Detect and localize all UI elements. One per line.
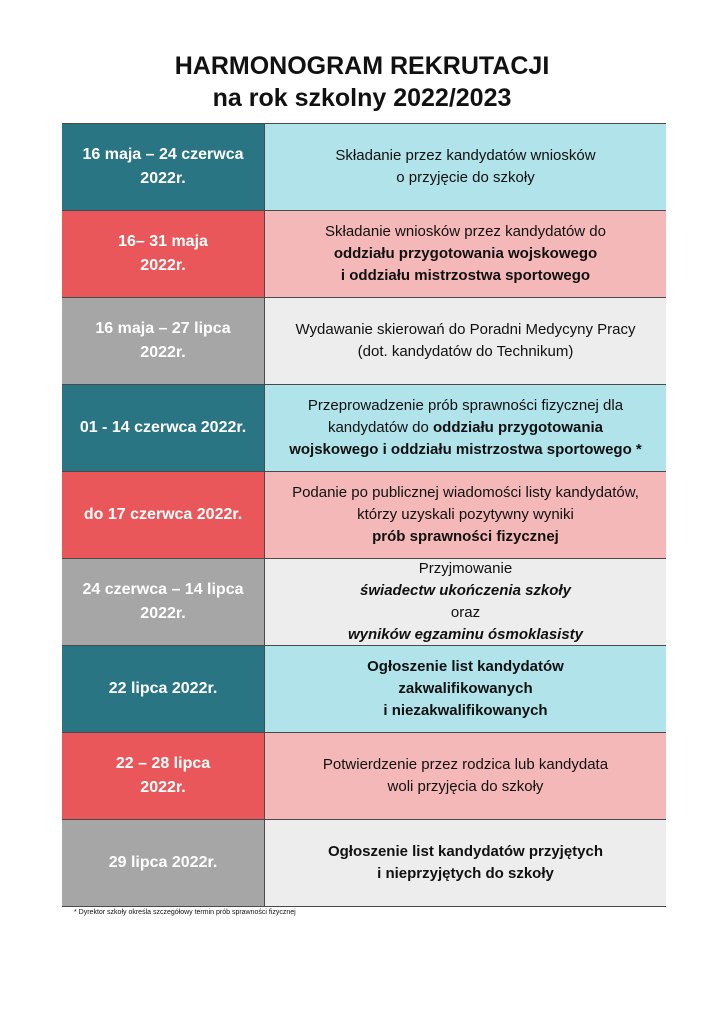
description-text: prób sprawności fizycznej <box>372 528 559 545</box>
description-line <box>348 558 583 580</box>
description-text: wojskowego i oddziału mistrzostwa sportowego * <box>289 441 642 458</box>
description-line <box>328 863 603 885</box>
description-line <box>295 341 635 363</box>
row-description <box>265 820 666 906</box>
description-text: Przeprowadzenie prób sprawności fizycznej dla <box>307 397 624 414</box>
description-line <box>367 700 564 722</box>
description-line <box>289 439 642 461</box>
schedule-table <box>62 123 666 907</box>
row-date: 22 lipca 2022r. <box>62 646 265 732</box>
description-text: kandydatów do <box>327 419 434 436</box>
description-line <box>348 580 583 602</box>
description-line <box>295 319 635 341</box>
description-line <box>292 526 639 548</box>
description-line <box>335 167 595 189</box>
description-line <box>292 482 639 504</box>
description-text: Potwierdzenie przez rodzica lub kandydata <box>322 756 609 773</box>
description-line <box>328 841 603 863</box>
schedule-row <box>62 211 666 298</box>
description-line <box>335 145 595 167</box>
description-line <box>323 776 608 798</box>
schedule-row <box>62 385 666 472</box>
footnote: * Dyrektor szkoły określa szczegółowy termin prób sprawności fizycznej <box>74 909 296 916</box>
description-text: Przyjmowanie <box>418 560 513 577</box>
title-line-1: HARMONOGRAM REKRUTACJI <box>174 52 550 80</box>
description-line <box>348 602 583 624</box>
description-line <box>289 417 642 439</box>
description-text: Składanie przez kandydatów wniosków <box>335 147 596 164</box>
description-text: Wydawanie skierowań do Poradni Medycyny Pracy <box>295 321 636 338</box>
schedule-row <box>62 733 666 820</box>
title-line-2: na rok szkolny 2022/2023 <box>212 84 512 112</box>
description-text: wyników egzaminu ósmoklasisty <box>347 626 584 643</box>
row-description <box>265 124 666 210</box>
description-line <box>325 221 606 243</box>
description-line <box>289 395 642 417</box>
description-text: woli przyjęcia do szkoły <box>387 778 544 795</box>
row-date: 01 - 14 czerwca 2022r. <box>62 385 265 471</box>
row-date: 29 lipca 2022r. <box>62 820 265 906</box>
description-line <box>325 265 606 287</box>
schedule-row <box>62 472 666 559</box>
description-text: i nieprzyjętych do szkoły <box>377 865 554 882</box>
row-description <box>265 646 666 732</box>
description-line <box>323 754 608 776</box>
document-title <box>0 50 724 114</box>
schedule-row <box>62 820 666 907</box>
schedule-row <box>62 124 666 211</box>
description-line <box>367 656 564 678</box>
description-text: świadectw ukończenia szkoły <box>360 582 571 599</box>
description-text: i niezakwalifikowanych <box>383 702 548 719</box>
description-text: zakwalifikowanych <box>398 680 533 697</box>
description-line <box>367 678 564 700</box>
schedule-row <box>62 298 666 385</box>
description-text: oddziału przygotowania wojskowego <box>333 245 598 262</box>
description-text: którzy uzyskali pozytywny wyniki <box>357 506 574 523</box>
schedule-row <box>62 559 666 646</box>
description-line <box>292 504 639 526</box>
row-date: 16 maja – 24 czerwca 2022r. <box>62 124 265 210</box>
description-text: Składanie wniosków przez kandydatów do <box>325 223 606 240</box>
description-text: o przyjęcie do szkoły <box>396 169 535 186</box>
description-text: Podanie po publicznej wiadomości listy kandydatów, <box>292 484 639 501</box>
description-text: Ogłoszenie list kandydatów <box>367 658 564 675</box>
row-date: 22 – 28 lipca 2022r. <box>62 733 265 819</box>
description-text: oraz <box>450 604 481 621</box>
row-description <box>265 298 666 384</box>
row-date: 24 czerwca – 14 lipca 2022r. <box>62 559 265 645</box>
row-description <box>265 385 666 471</box>
row-description <box>265 211 666 297</box>
description-text: Ogłoszenie list kandydatów przyjętych <box>327 843 604 860</box>
row-date: do 17 czerwca 2022r. <box>62 472 265 558</box>
description-text: oddziału przygotowania <box>433 419 604 436</box>
row-description <box>265 733 666 819</box>
description-line <box>348 624 583 646</box>
row-date: 16– 31 maja 2022r. <box>62 211 265 297</box>
row-description <box>265 559 666 645</box>
description-text: (dot. kandydatów do Technikum) <box>357 343 574 360</box>
schedule-row <box>62 646 666 733</box>
description-line <box>325 243 606 265</box>
row-description <box>265 472 666 558</box>
row-date: 16 maja – 27 lipca 2022r. <box>62 298 265 384</box>
description-text: i oddziału mistrzostwa sportowego <box>340 267 591 284</box>
